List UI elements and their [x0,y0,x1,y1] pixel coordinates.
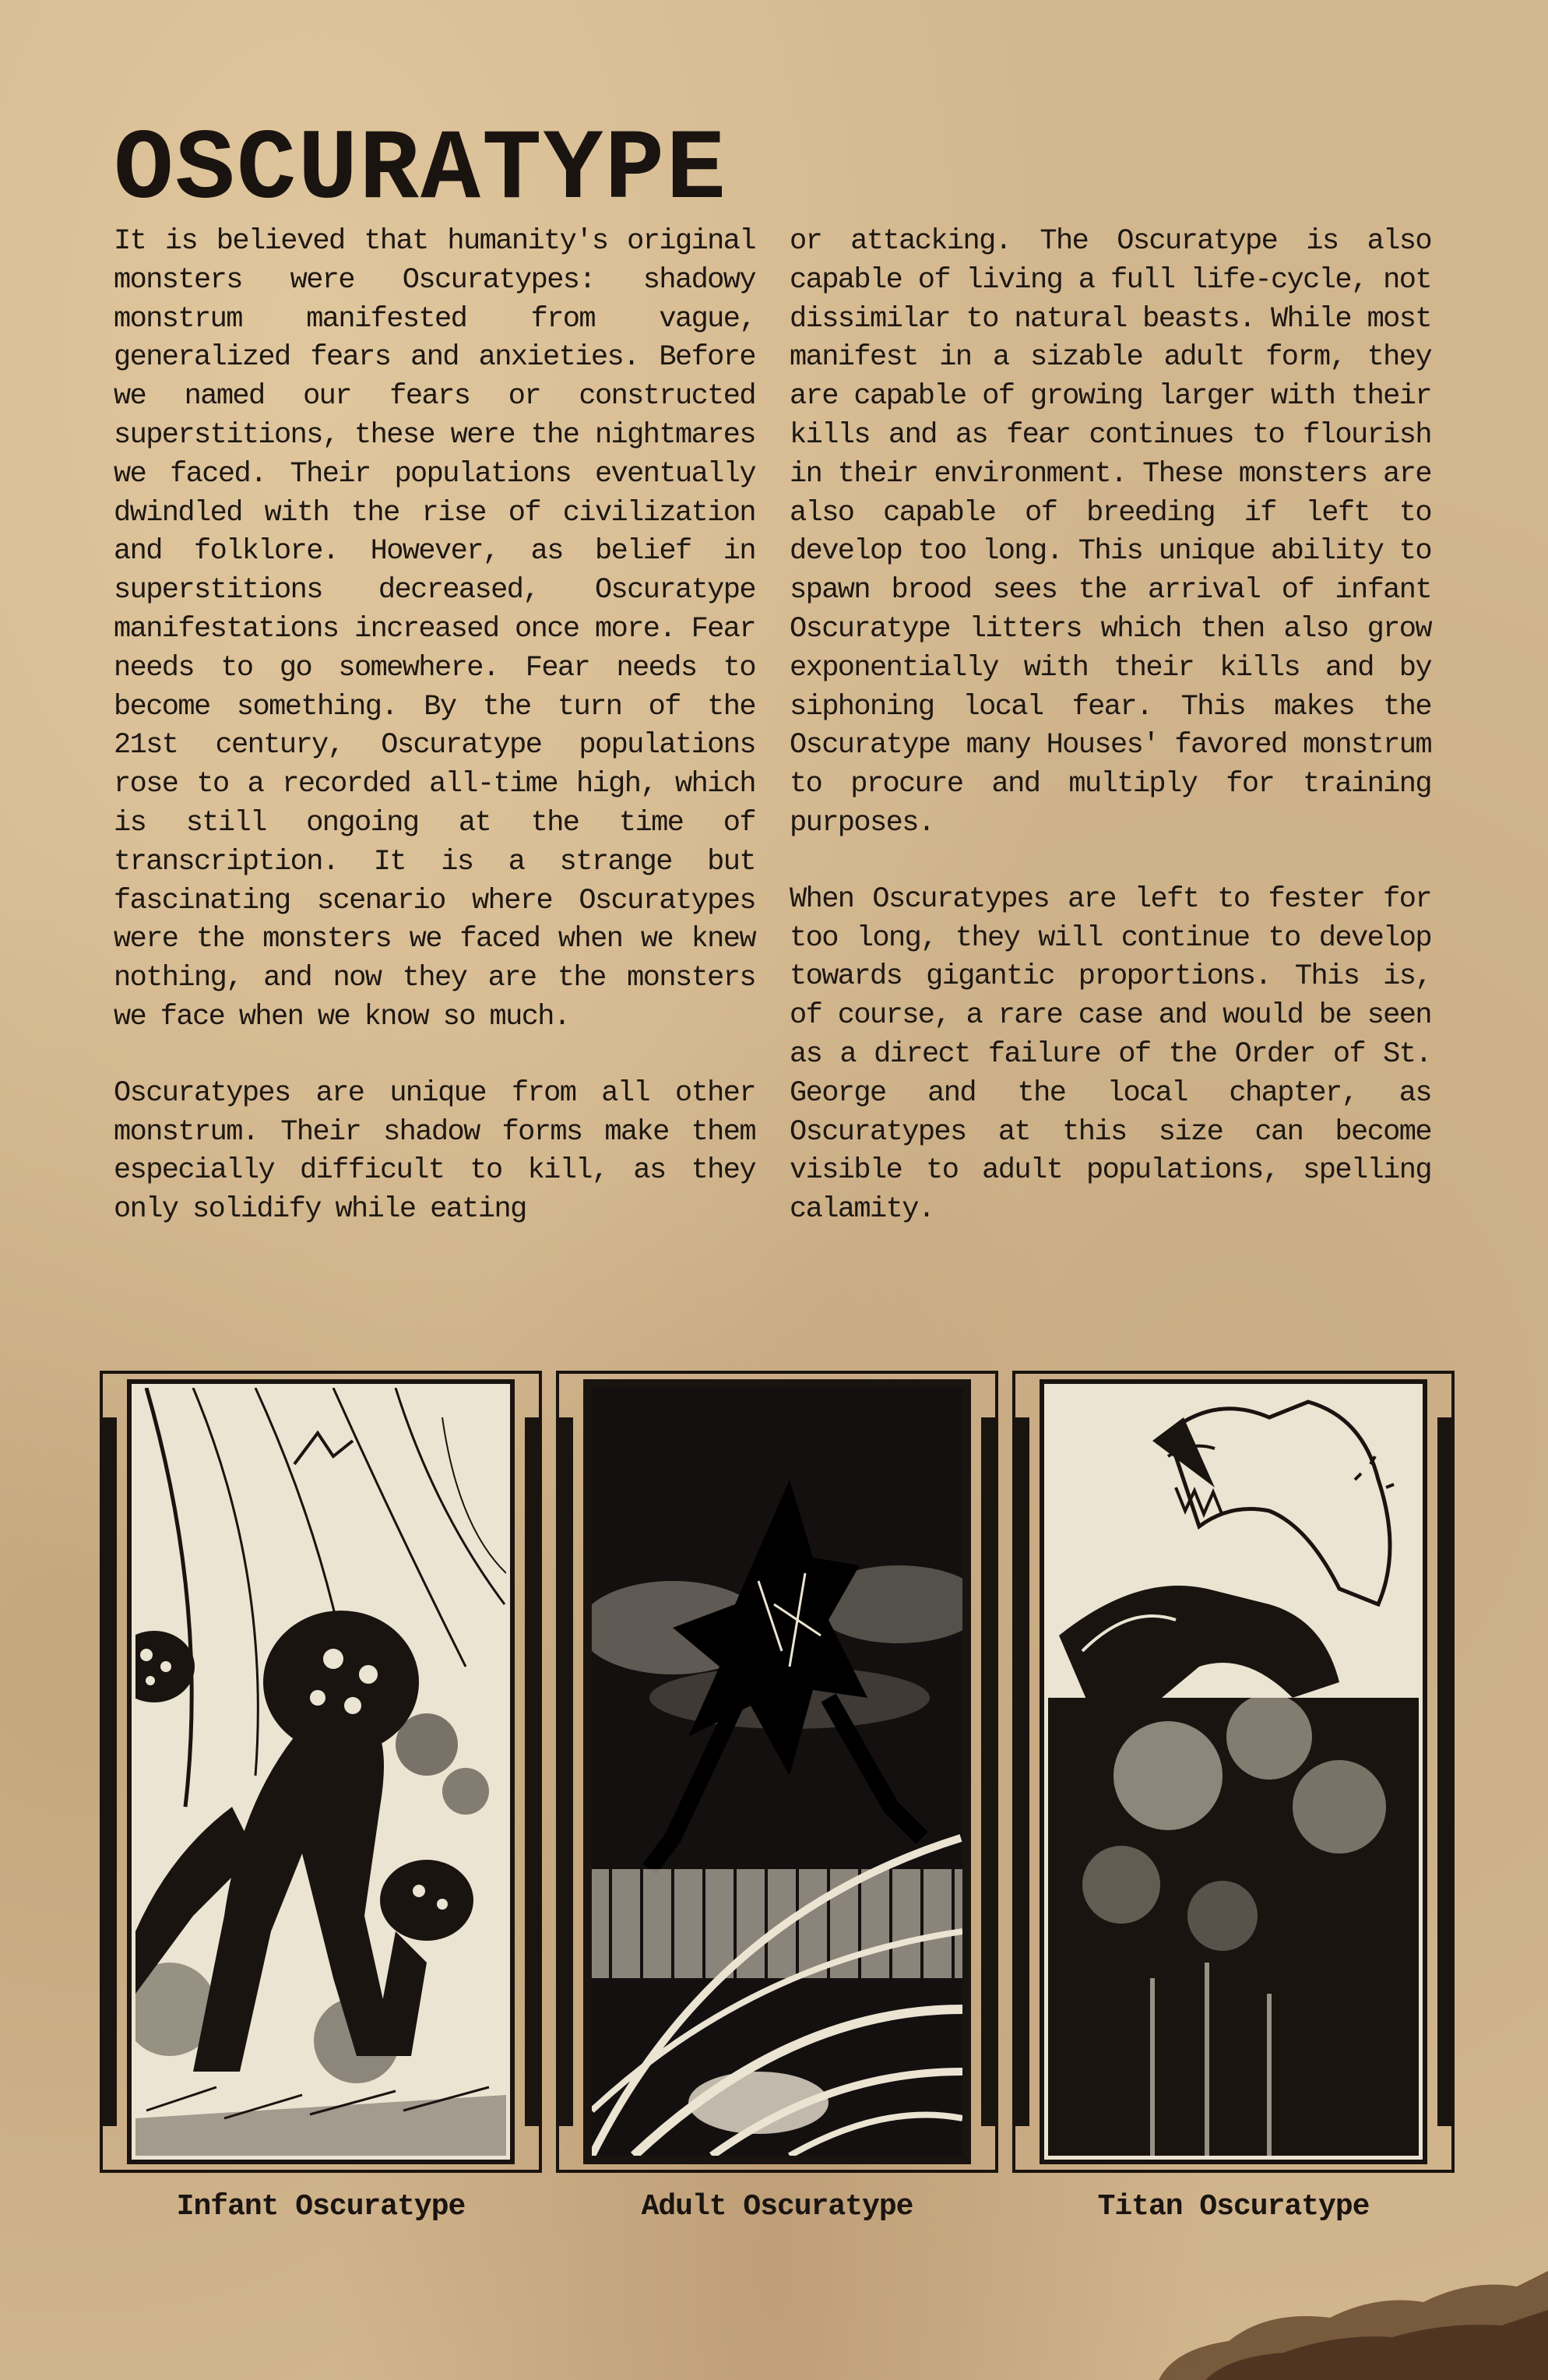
titan-panel [1012,1371,1455,2223]
right-paragraph-2: When Oscuratypes are left to fester for too long, they will continue to develop towards gigantic proportions. This is, of course, a rare case and would be seen as a direct failure of the Order of St. George and the local chapter, as Oscuratypes at this size can become visible to adult populations, spelling calamity. [790,882,1431,1227]
illustration-gallery [100,1371,1455,2227]
page-title: OSCURATYPE [114,114,728,227]
left-paragraph-2: Oscuratypes are unique from all other monstrum. Their shadow forms make them especially difficult to kill, as they only solidify while eating [114,1076,755,1227]
paper-burn-stain [1112,2248,1548,2380]
left-paragraph-1: It is believed that humanity's original monsters were Oscuratypes: shadowy monstrum manifested from vague, generalized fears and anxieties. Before we named our fears or constructed superstitions, these were the nightmares we faced. Their populations eventually dwindled with the rise of civilization and folklore. However, as belief in superstitions decreased, Oscuratype manifestations increased once more. Fear needs to go somewhere. Fear needs to become something. By the turn of the 21st century, Oscuratype populations rose to a recorded all-time high, which is still ongoing at the time of transcription. It is a strange but fascinating scenario where Oscuratypes were the monsters we faced when we knew nothing, and now they are the monsters we face when we know so much. [114,225,755,1033]
adult-illustration [556,1371,998,2173]
adult-caption: Adult Oscuratype [641,2190,913,2223]
infant-caption: Infant Oscuratype [176,2190,466,2223]
titan-illustration [1012,1371,1455,2173]
right-paragraph-1: or attacking. The Oscuratype is also capable of living a full life-cycle, not dissimilar to natural beasts. While most manifest in a sizable adult form, they are capable of growing larger with their kills and as fear continues to flourish in their environment. These monsters are also capable of breeding if left to develop too long. This unique ability to spawn brood sees the arrival of infant Oscuratype litters which then also grow exponentially with their kills and by siphoning local fear. This makes the Oscuratype many Houses' favored monstrum to procure and multiply for training purposes. [790,225,1431,840]
infant-illustration [100,1371,542,2173]
body-text [114,223,1431,1267]
right-column [790,223,1431,1267]
titan-caption: Titan Oscuratype [1097,2190,1370,2223]
left-column [114,223,755,1267]
adult-panel [556,1371,998,2223]
infant-panel [100,1371,542,2223]
